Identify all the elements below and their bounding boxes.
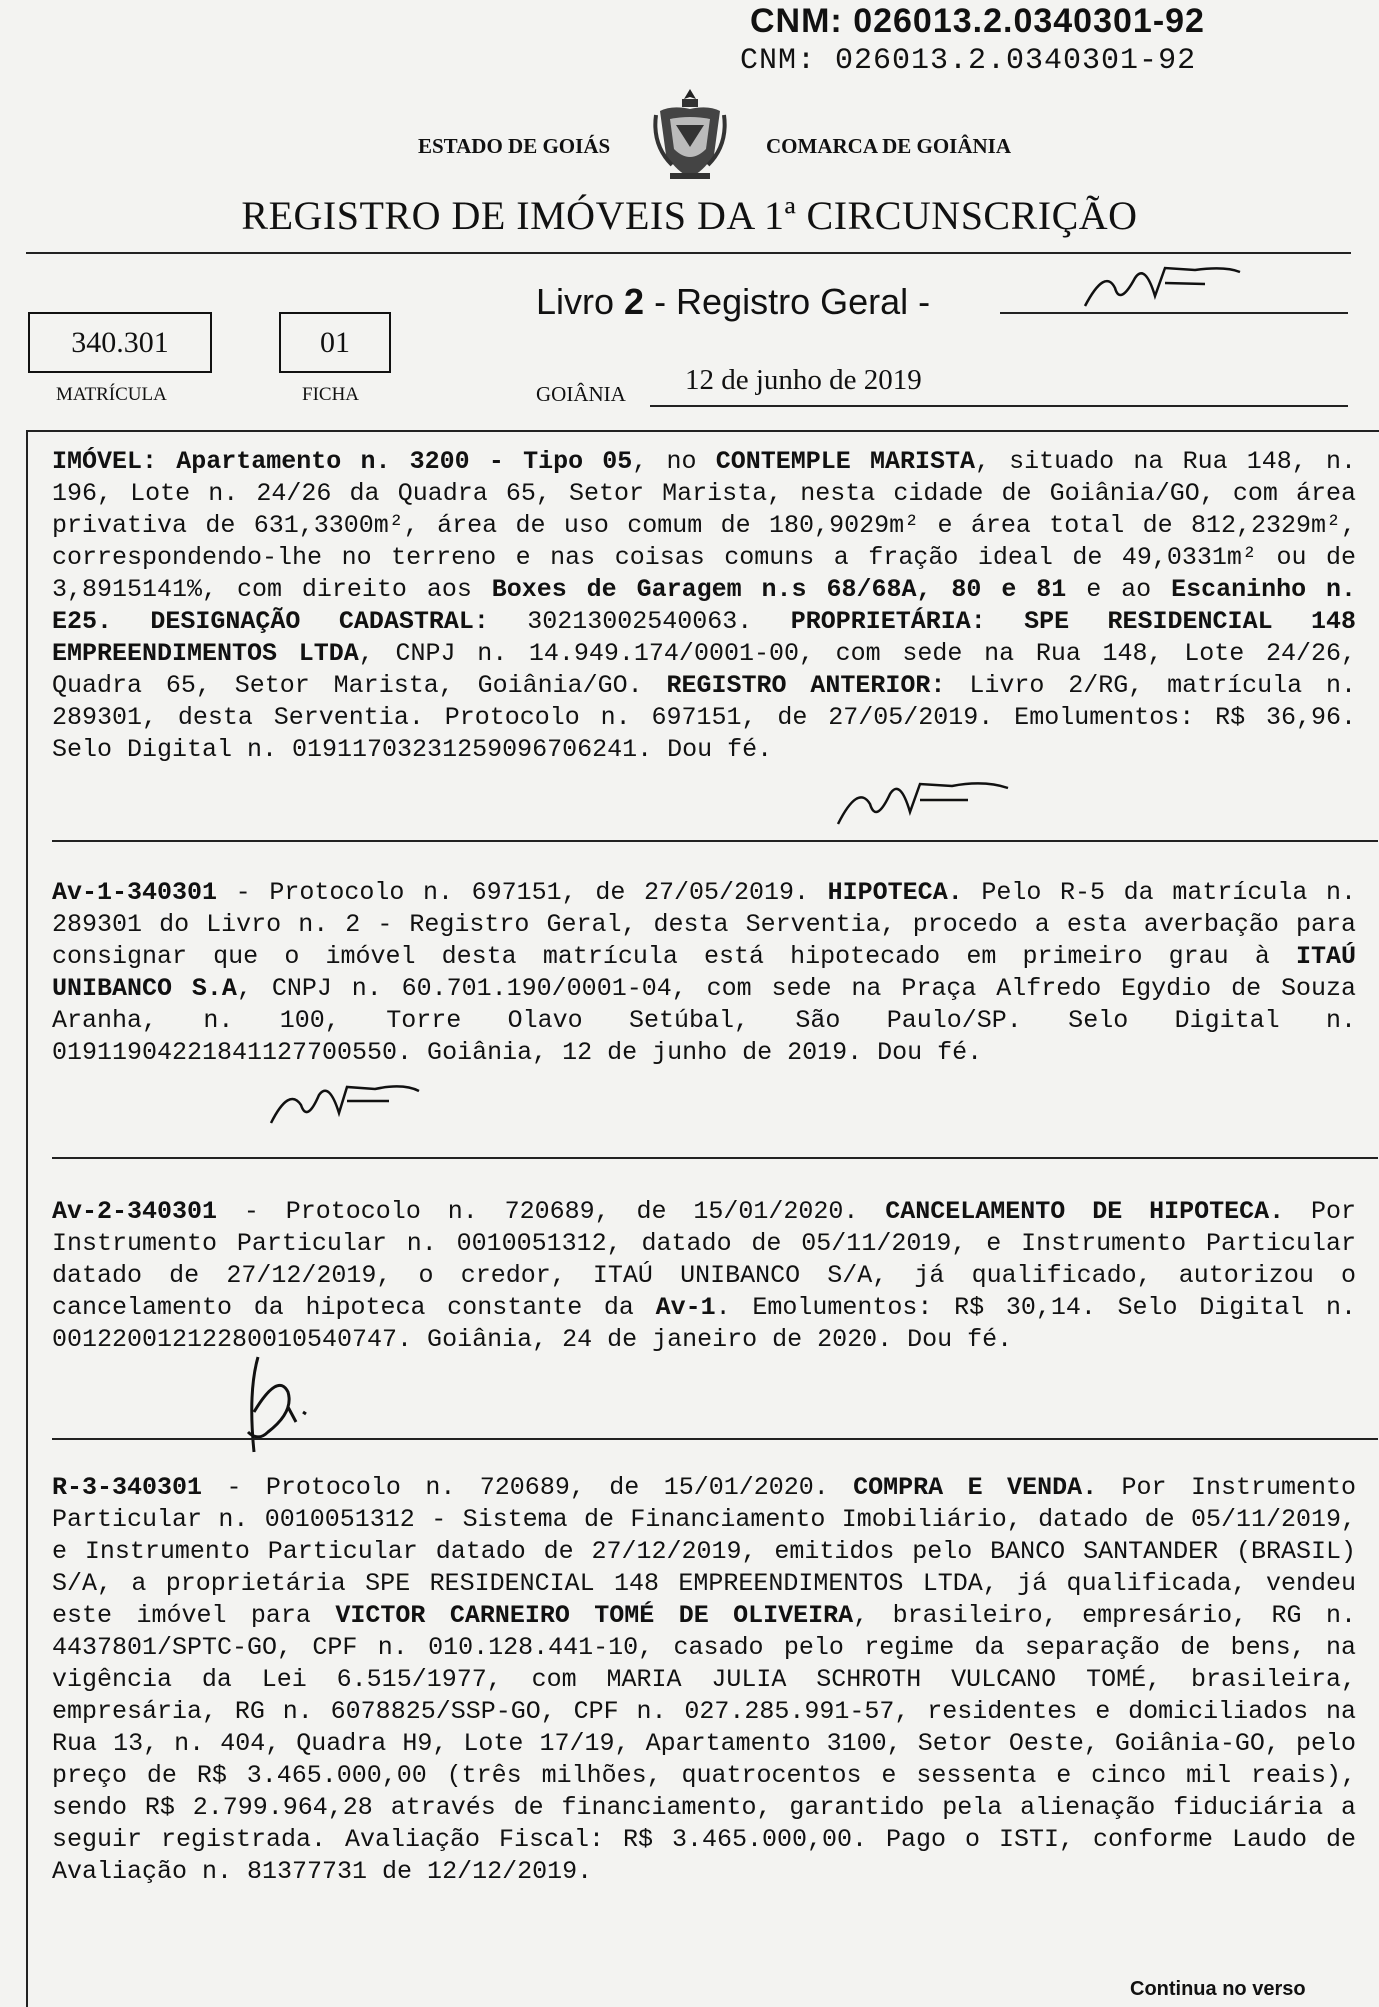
entry-imovel-signature (828, 772, 1018, 832)
matricula-label: MATRÍCULA (56, 384, 167, 405)
header-rule (26, 252, 1351, 254)
entry-imovel: IMÓVEL: Apartamento n. 3200 - Tipo 05, no CONTEMPLE MARISTA, situado na Rua 148, n. 196, Lote n. 24/26 da Quadra 65, Setor Marista, nesta cidade de Goiânia/GO, com área privativa de 631,3300m², área de uso comum de 180,9029m² e área total de 812,2329m², correspondendo-lhe no terreno e nas coisas comuns a fração ideal de 49,0331m² ou de 3,8915141%, com direito aos Boxes de Garagem n.s 68/68A, 80 e 81 e ao Escaninho n. E25. DESIGNAÇÃO CADASTRAL: 30213002540063. PROPRIETÁRIA: SPE RESIDENCIAL 148 EMPREENDIMENTOS LTDA, CNPJ n. 14.949.174/0001-00, com sede na Rua 148, Lote 24/26, Quadra 65, Setor Marista, Goiânia/GO. REGISTRO ANTERIOR: Livro 2/RG, matrícula n. 289301, desta Serventia. Protocolo n. 697151, de 27/05/2019. Emolumentos: R$ 36,96. Selo Digital n. 01911703231259096706241. Dou fé. (52, 447, 1357, 764)
coat-of-arms-icon (652, 85, 728, 185)
estado-label: ESTADO DE GOIÁS (418, 134, 611, 158)
registry-title: REGISTRO DE IMÓVEIS DA 1ª CIRCUNSCRIÇÃO (241, 193, 1138, 238)
livro-signature (1075, 258, 1245, 313)
goiania-label: GOIÂNIA (536, 382, 626, 406)
livro-heading: Livro 2 - Registro Geral - (536, 281, 931, 322)
continua-no-verso: Continua no verso (1130, 1978, 1306, 2000)
entry-separator (52, 840, 1378, 842)
entry-av-1-signature (263, 1075, 423, 1130)
cnm-number-typed: CNM: 026013.2.0340301-92 (740, 44, 1197, 78)
ficha-box: 01 (279, 312, 391, 373)
registry-content (26, 430, 1379, 2007)
comarca-label: COMARCA DE GOIÂNIA (766, 134, 1012, 158)
registry-date: 12 de junho de 2019 (685, 364, 922, 396)
entry-separator (52, 1157, 1378, 1159)
matricula-box: 340.301 (28, 312, 212, 373)
entry-av-1: Av-1-340301 - Protocolo n. 697151, de 27/05/2019. HIPOTECA. Pelo R-5 da matrícula n. 289301 do Livro n. 2 - Registro Geral, desta Serventia, procedo a esta averbação para consignar que o imóvel desta matrícula está hipotecado em primeiro grau à ITAÚ UNIBANCO S.A, CNPJ n. 60.701.190/0001-04, com sede na Praça Alfredo Egydio de Souza Aranha, n. 100, Torre Olavo Setúbal, São Paulo/SP. Selo Digital n. 01911904221841127700550. Goiânia, 12 de junho de 2019. Dou fé. (52, 878, 1356, 1067)
cnm-number-large: CNM: 026013.2.0340301-92 (750, 2, 1205, 40)
entry-r-3: R-3-340301 - Protocolo n. 720689, de 15/01/2020. COMPRA E VENDA. Por Instrumento Particular n. 0010051312 - Sistema de Financiamento Imobiliário, datado de 05/11/2019, e Instrumento Particular datado de 27/12/2019, emitidos pelo BANCO SANTANDER (BRASIL) S/A, a proprietária SPE RESIDENCIAL 148 EMPREENDIMENTOS LTDA, já qualificada, vendeu este imóvel para VICTOR CARNEIRO TOMÉ DE OLIVEIRA, brasileiro, empresário, RG n. 4437801/SPTC-GO, CPF n. 010.128.441-10, casado pelo regime da separação de bens, na vigência da Lei 6.515/1977, com MARIA JULIA SCHROTH VULCANO TOMÉ, brasileira, empresária, RG n. 6078825/SSP-GO, CPF n. 027.285.991-57, residentes e domiciliados na Rua 13, n. 404, Quadra H9, Lote 17/19, Apartamento 3100, Setor Oeste, Goiânia-GO, pelo preço de R$ 3.465.000,00 (três milhões, quatrocentos e sessenta e cinco mil reais), sendo R$ 2.799.964,28 através de financiamento, garantido pela alienação fiduciária a seguir registrada. Avaliação Fiscal: R$ 3.465.000,00. Pago o ISTI, conforme Laudo de Avaliação n. 81377731 de 12/12/2019. (52, 1473, 1357, 1886)
ficha-label: FICHA (302, 384, 360, 405)
entry-av-2-signature (218, 1352, 328, 1462)
date-line (650, 405, 1348, 407)
entry-av-2: Av-2-340301 - Protocolo n. 720689, de 15/01/2020. CANCELAMENTO DE HIPOTECA. Por Instrumento Particular n. 0010051312, datado de 05/11/2019, e Instrumento Particular datado de 27/12/2019, o credor, ITAÚ UNIBANCO S/A, já qualificado, autorizou o cancelamento da hipoteca constante da Av-1. Emolumentos: R$ 30,14. Selo Digital n. 00122001212280010540747. Goiânia, 24 de janeiro de 2020. Dou fé. (52, 1197, 1356, 1354)
entry-separator (52, 1438, 1378, 1440)
